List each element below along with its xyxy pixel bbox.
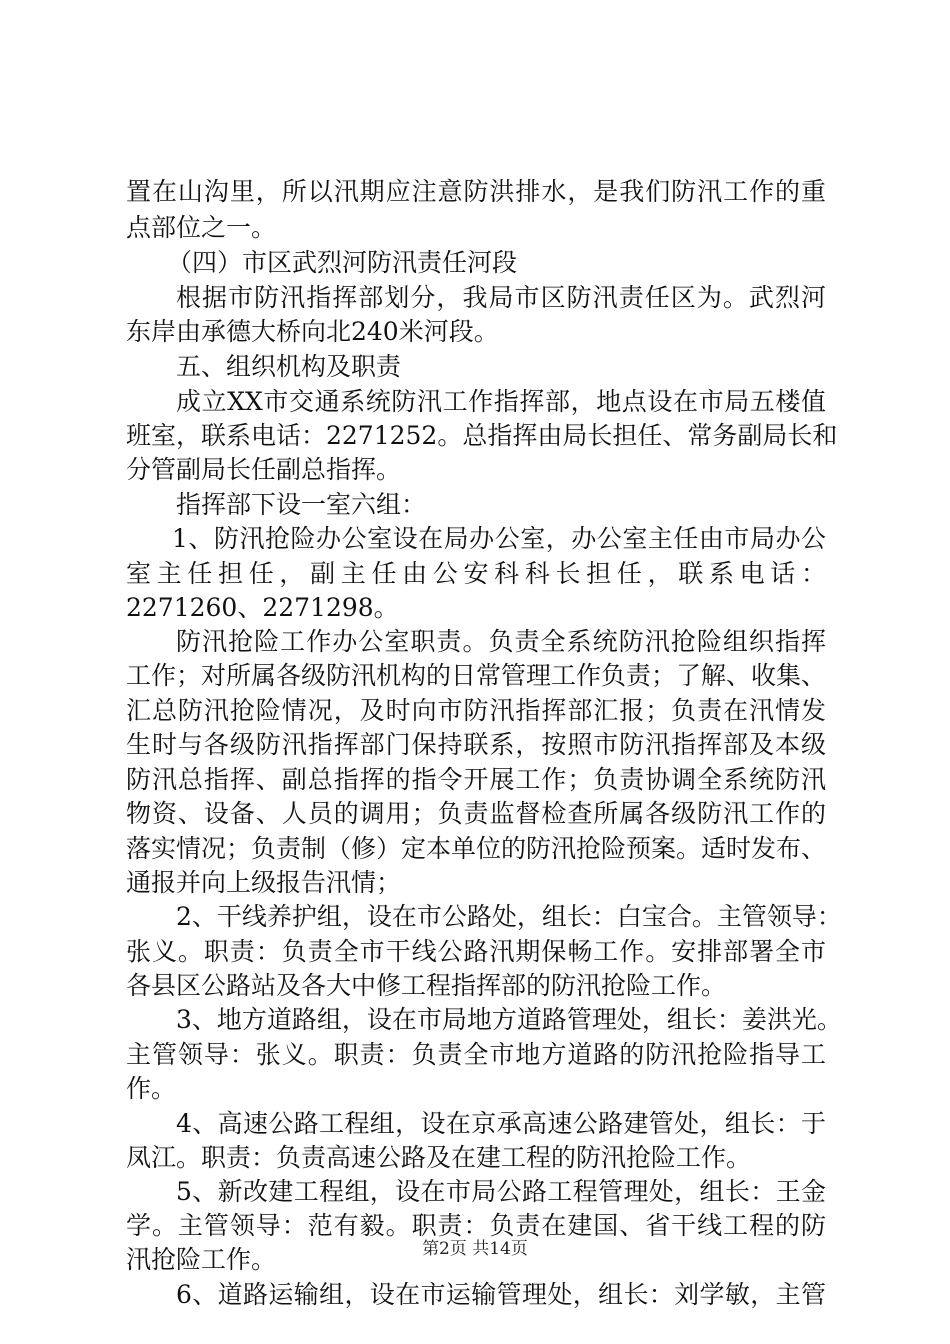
list-item-line: 作。 — [126, 1074, 177, 1103]
body-text-line: 通报并向上级报告汛情； — [126, 868, 402, 897]
list-item-line: 5、新改建工程组，设在市局公路工程管理处，组长：王金 — [176, 1177, 826, 1206]
body-text-line: 根据市防汛指挥部划分，我局市区防汛责任区为。武烈河 — [176, 283, 826, 312]
body-text-line: 置在山沟里，所以汛期应注意防洪排水，是我们防汛工作的重 — [126, 177, 826, 206]
body-text-line: 班室，联系电话：2271252。总指挥由局长担任、常务副局长和 — [126, 421, 838, 450]
list-item-line: 6、道路运输组，设在市运输管理处，组长：刘学敏，主管 — [176, 1280, 826, 1309]
body-text-line: 汇总防汛抢险情况，及时向市防汛指挥部汇报；负责在汛情发 — [126, 696, 826, 725]
section-heading: （四）市区武烈河防汛责任河段 — [167, 248, 518, 277]
section-heading: 五、组织机构及职责 — [176, 352, 402, 381]
body-text-line: 防汛总指挥、副总指挥的指令开展工作；负责协调全系统防汛 — [126, 765, 826, 794]
body-text-line: 工作；对所属各级防汛机构的日常管理工作负责；了解、收集、 — [126, 661, 827, 690]
list-item-line: 汛抢险工作。 — [126, 1245, 277, 1274]
page-number-footer: 第2页 共14页 — [422, 1239, 528, 1259]
body-text-line: 点部位之一。 — [126, 213, 277, 242]
list-item-line: 学。主管领导：范有毅。职责：负责在建国、省干线工程的防 — [126, 1211, 826, 1240]
list-item-line: 各县区公路站及各大中修工程指挥部的防汛抢险工作。 — [126, 971, 727, 1000]
body-text-line: 东岸由承德大桥向北240米河段。 — [126, 317, 499, 346]
list-item-line: 张义。职责：负责全市干线公路汛期保畅工作。安排部署全市 — [126, 937, 826, 966]
body-text-line: 物资、设备、人员的调用；负责监督检查所属各级防汛工作的 — [126, 799, 826, 828]
body-text-line: 指挥部下设一室六组： — [176, 490, 427, 519]
list-item-line: 4、高速公路工程组，设在京承高速公路建管处，组长：于 — [176, 1109, 826, 1138]
body-text-line: 分管副局长任副总指挥。 — [126, 455, 402, 484]
body-text-line: 生时与各级防汛指挥部门保持联系，按照市防汛指挥部及本级 — [126, 730, 826, 759]
list-item-line: 1、防汛抢险办公室设在局办公室，办公室主任由市局办公 — [172, 524, 826, 553]
list-item-line: 2、干线养护组，设在市公路处，组长：白宝合。主管领导： — [176, 902, 842, 931]
list-item-line: 2271260、2271298。 — [126, 593, 399, 622]
list-item-line: 3、地方道路组，设在市局地方道路管理处，组长：姜洪光。 — [176, 1005, 842, 1034]
list-item-line: 室主任担任，副主任由公安科科长担任，联系电话： — [126, 559, 826, 588]
body-text-line: 成立XX市交通系统防汛工作指挥部，地点设在市局五楼值 — [176, 387, 826, 416]
list-item-line: 主管领导：张义。职责：负责全市地方道路的防汛抢险指导工 — [126, 1040, 826, 1069]
body-text-line: 防汛抢险工作办公室职责。负责全系统防汛抢险组织指挥 — [176, 627, 826, 656]
body-text-line: 落实情况；负责制（修）定本单位的防汛抢险预案。适时发布、 — [126, 834, 827, 863]
list-item-line: 凤江。职责：负责高速公路及在建工程的防汛抢险工作。 — [126, 1143, 752, 1172]
